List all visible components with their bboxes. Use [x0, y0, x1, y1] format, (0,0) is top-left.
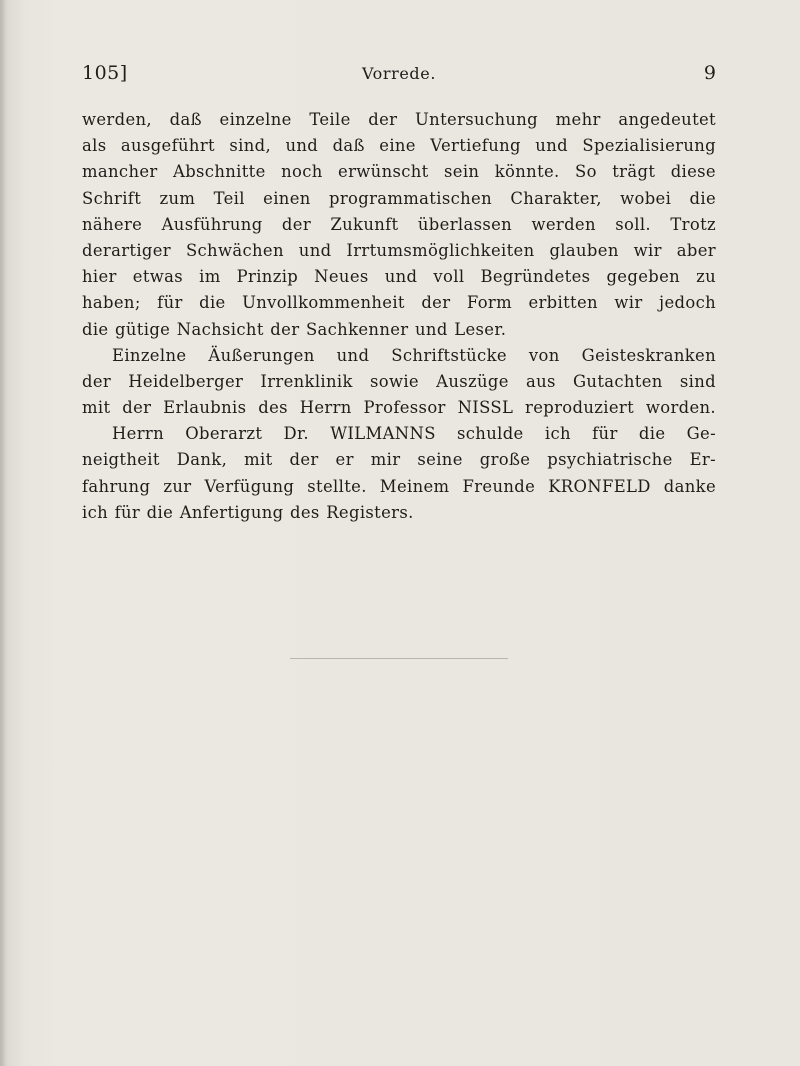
- text-line: werden, daß einzelne Teile der Untersuchung mehr angedeutet: [82, 110, 716, 129]
- text-line: mancher Abschnitte noch erwünscht sein könnte. So trägt diese: [82, 162, 716, 182]
- text-line: Einzelne Äußerungen und Schriftstücke von Geisteskranken: [112, 345, 716, 365]
- text-line: ich für die Anfertigung des Registers.: [82, 502, 414, 522]
- closing-rule: [290, 658, 508, 659]
- text-line: Herrn Oberarzt Dr. WILMANNS schulde ich für die Ge-: [112, 424, 716, 444]
- text-line: haben; für die Unvollkommenheit der Form erbitten wir jedoch: [82, 293, 716, 313]
- binding-shadow: [0, 0, 6, 1066]
- text-line: als ausgeführt sind, und daß eine Vertiefung und Spezialisierung: [82, 136, 716, 156]
- paragraph-1: [82, 107, 716, 343]
- text-line: Schrift zum Teil einen programmatischen Charakter, wobei die: [82, 188, 716, 208]
- text-line: derartiger Schwächen und Irrtumsmöglichkeiten glauben wir aber: [82, 240, 716, 260]
- paragraph-2: [82, 343, 716, 526]
- page-number: 9: [703, 62, 716, 84]
- text-line: mit der Erlaubnis des Herrn Professor NISSL reproduziert worden.: [82, 398, 716, 418]
- text-line: nähere Ausführung der Zukunft überlassen werden soll. Trotz: [82, 214, 716, 234]
- running-title: Vorrede.: [361, 64, 437, 83]
- text-line: der Heidelberger Irrenklinik sowie Auszüge aus Gutachten sind: [82, 371, 716, 391]
- text-line: hier etwas im Prinzip Neues und voll Begründetes gegeben zu: [82, 267, 716, 287]
- text-line: fahrung zur Verfügung stellte. Meinem Freunde KRONFELD danke: [82, 476, 716, 496]
- running-head: [82, 62, 716, 92]
- text-line: die gütige Nachsicht der Sachkenner und Leser.: [82, 319, 507, 339]
- body-text: [82, 107, 716, 526]
- original-page-reference: 105]: [82, 62, 128, 84]
- text-line: neigtheit Dank, mit der er mir seine große psychiatrische Er-: [82, 450, 716, 470]
